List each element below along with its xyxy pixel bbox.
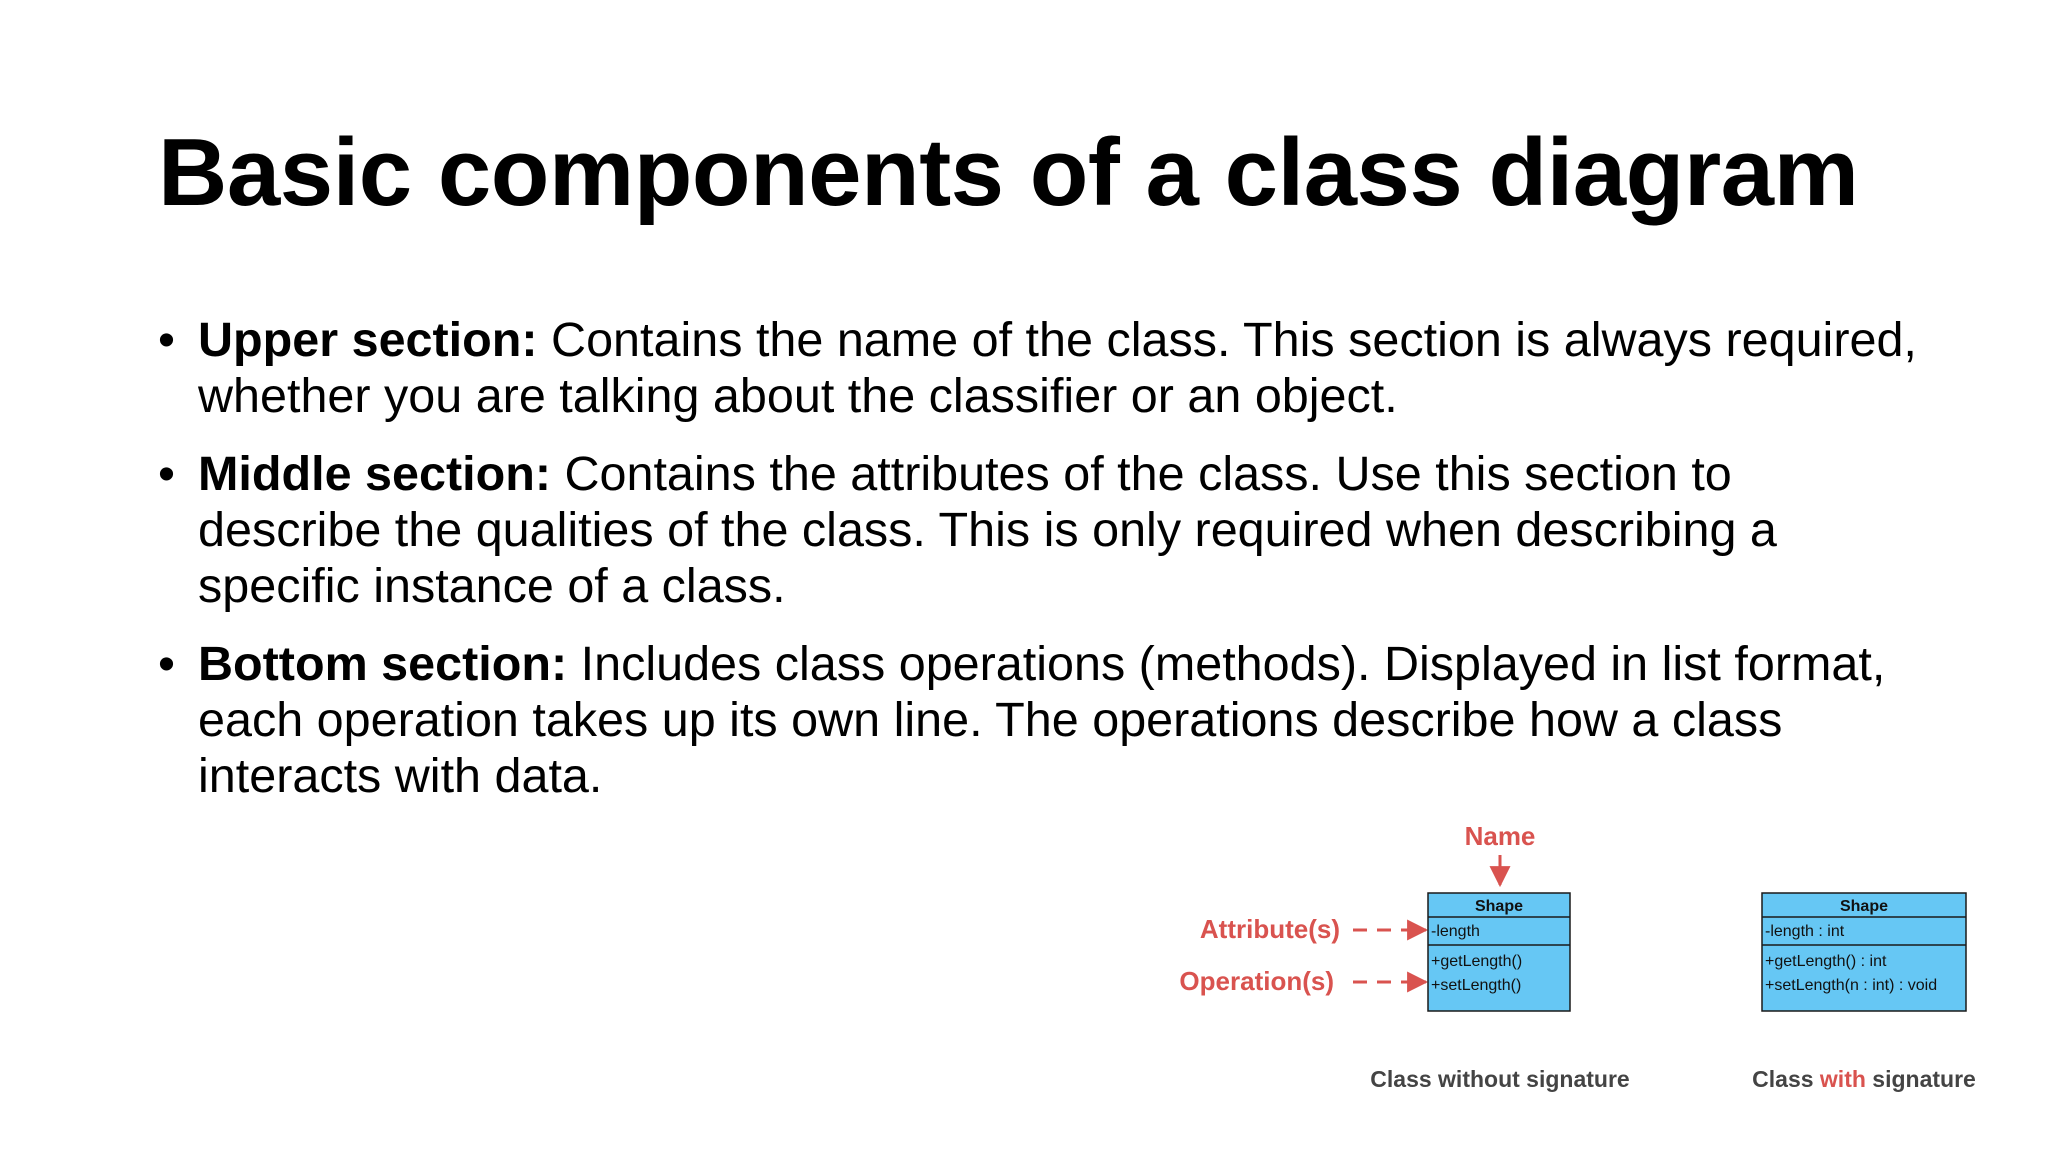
bullet-text: Includes class operations (methods). Displayed in list format, each operation takes up its own line. The operations describe how a class interacts with data. bbox=[198, 637, 1886, 803]
class-diagram-svg bbox=[1160, 815, 2000, 1135]
bullet-term: Upper section: bbox=[198, 313, 538, 367]
class-attribute: -length bbox=[1431, 923, 1480, 940]
caption-without-signature: Class without signature bbox=[1370, 1066, 1630, 1092]
caption-prefix: Class bbox=[1752, 1066, 1820, 1092]
bullet-list bbox=[158, 312, 1918, 826]
class-operation: +getLength() : int bbox=[1765, 953, 1887, 970]
bullet-text: Contains the attributes of the class. Use this section to describe the qualities of the class. This is only required when describing a specific instance of a class. bbox=[198, 447, 1777, 613]
class-name: Shape bbox=[1839, 898, 1889, 915]
bullet-bottom-section bbox=[158, 636, 1918, 804]
class-attribute: -length : int bbox=[1765, 923, 1845, 940]
bullet-upper-section bbox=[158, 312, 1918, 424]
bullet-middle-section bbox=[158, 446, 1918, 614]
class-box-with-signature bbox=[1762, 893, 1966, 1011]
bullet-term: Bottom section: bbox=[198, 637, 568, 691]
name-label: Name bbox=[1464, 821, 1536, 851]
slide-title: Basic components of a class diagram bbox=[158, 119, 1859, 226]
bullet-dot: • bbox=[158, 637, 175, 691]
class-operation: +setLength() bbox=[1431, 977, 1522, 994]
bullet-dot: • bbox=[158, 313, 175, 367]
bullet-term: Middle section: bbox=[198, 447, 551, 501]
class-operation: +setLength(n : int) : void bbox=[1765, 977, 1938, 994]
caption-accent: with bbox=[1819, 1066, 1866, 1092]
class-name: Shape bbox=[1474, 898, 1524, 915]
bullet-dot: • bbox=[158, 447, 175, 501]
bullet-text: Contains the name of the class. This section is always required, whether you are talking about the classifier or an object. bbox=[198, 313, 1917, 423]
attributes-label: Attribute(s) bbox=[1199, 914, 1340, 944]
operations-label: Operation(s) bbox=[1179, 966, 1334, 996]
class-box-without-signature bbox=[1428, 893, 1570, 1011]
caption-with-signature bbox=[1752, 1066, 1976, 1092]
class-operation: +getLength() bbox=[1431, 953, 1523, 970]
class-diagram-figure bbox=[1160, 815, 2000, 1135]
caption-suffix: signature bbox=[1865, 1066, 1976, 1092]
